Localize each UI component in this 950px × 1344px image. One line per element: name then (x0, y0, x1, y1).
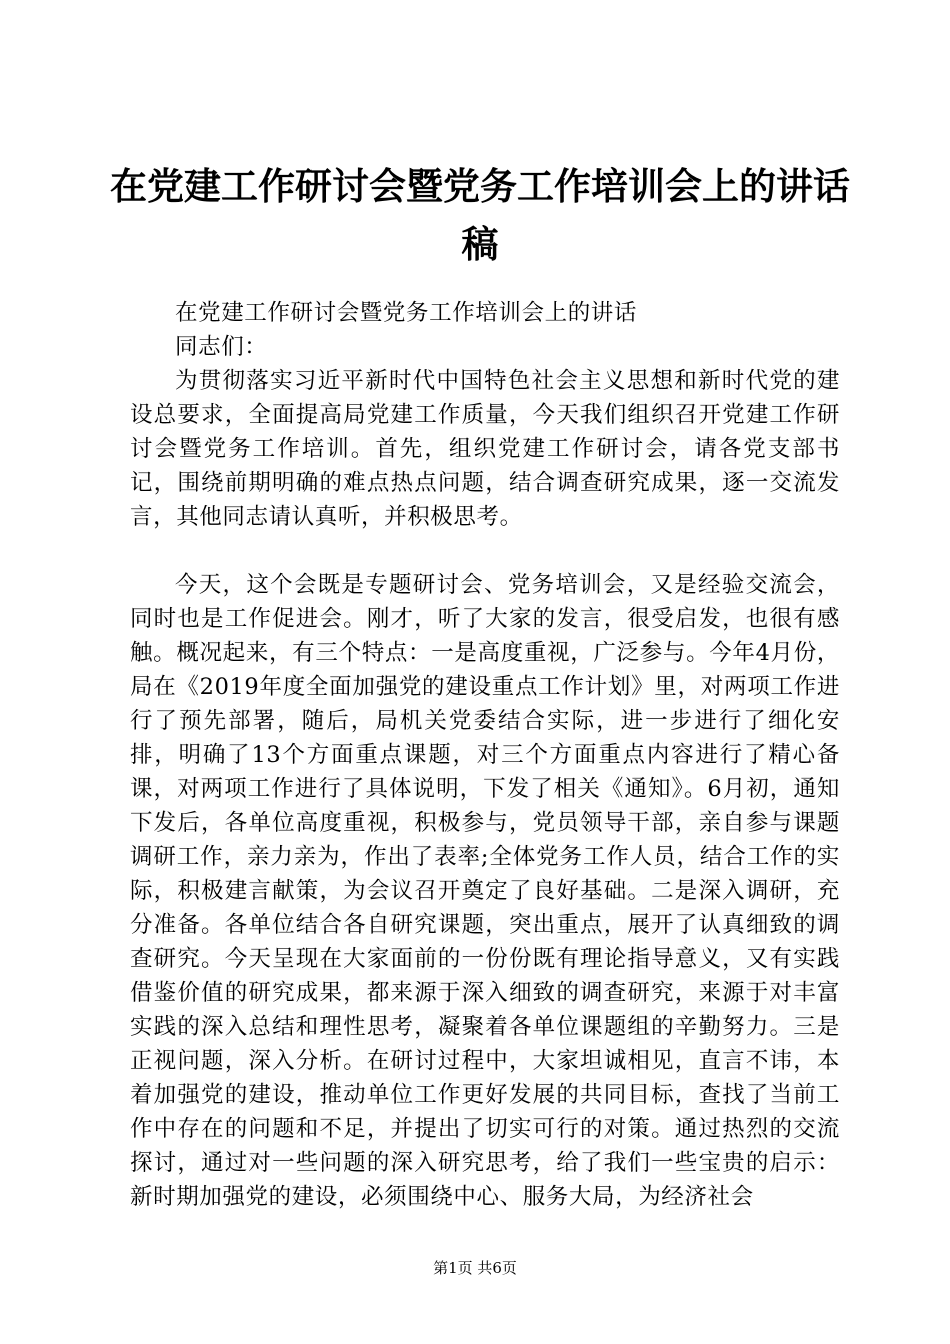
paragraph-2: 今天，这个会既是专题研讨会、党务培训会，又是经验交流会，同时也是工作促进会。刚才，听了大家的发言，很受启发，也很有感触。概况起来，有三个特点：一是高度重视，广泛参与。今年4月份，局在《2019年度全面加强党的建设重点工作计划》里，对两项工作进行了预先部署，随后，局机关党委结合实际，进一步进行了细化安排，明确了13个方面重点课题，对三个方面重点内容进行了精心备课，对两项工作进行了具体说明，下发了相关《通知》。6月初，通知下发后，各单位高度重视，积极参与，党员领导干部，亲自参与课题调研工作，亲力亲为，作出了表率;全体党务工作人员，结合工作的实际，积极建言献策，为会议召开奠定了良好基础。二是深入调研，充分准备。各单位结合各自研究课题，突出重点，展开了认真细致的调查研究。今天呈现在大家面前的一份份既有理论指导意义，又有实践借鉴价值的研究成果，都来源于深入细致的调查研究，来源于对丰富实践的深入总结和理性思考，凝聚着各单位课题组的辛勤努力。三是正视问题，深入分析。在研讨过程中，大家坦诚相见，直言不讳，本着加强党的建设，推动单位工作更好发展的共同目标，查找了当前工作中存在的问题和不足，并提出了切实可行的对策。通过热烈的交流探讨，通过对一些问题的深入研究思考，给了我们一些宝贵的启示：新时期加强党的建设，必须围绕中心、服务大局，为经济社会 (130, 572, 840, 1210)
document-body (130, 296, 840, 1214)
document-title: 在党建工作研讨会暨党务工作培训会上的讲话稿 (110, 165, 850, 266)
document-subtitle: 在党建工作研讨会暨党务工作培训会上的讲话 (175, 300, 638, 326)
page-footer: 第1页 共6页 (433, 1259, 517, 1277)
salutation: 同志们： (175, 334, 268, 360)
paragraph-1: 为贯彻落实习近平新时代中国特色社会主义思想和新时代党的建设总要求，全面提高局党建工作质量，今天我们组织召开党建工作研讨会暨党务工作培训。首先，组织党建工作研讨会，请各党支部书记，围绕前期明确的难点热点问题，结合调查研究成果，逐一交流发言，其他同志请认真听，并积极思考。 (130, 368, 840, 530)
